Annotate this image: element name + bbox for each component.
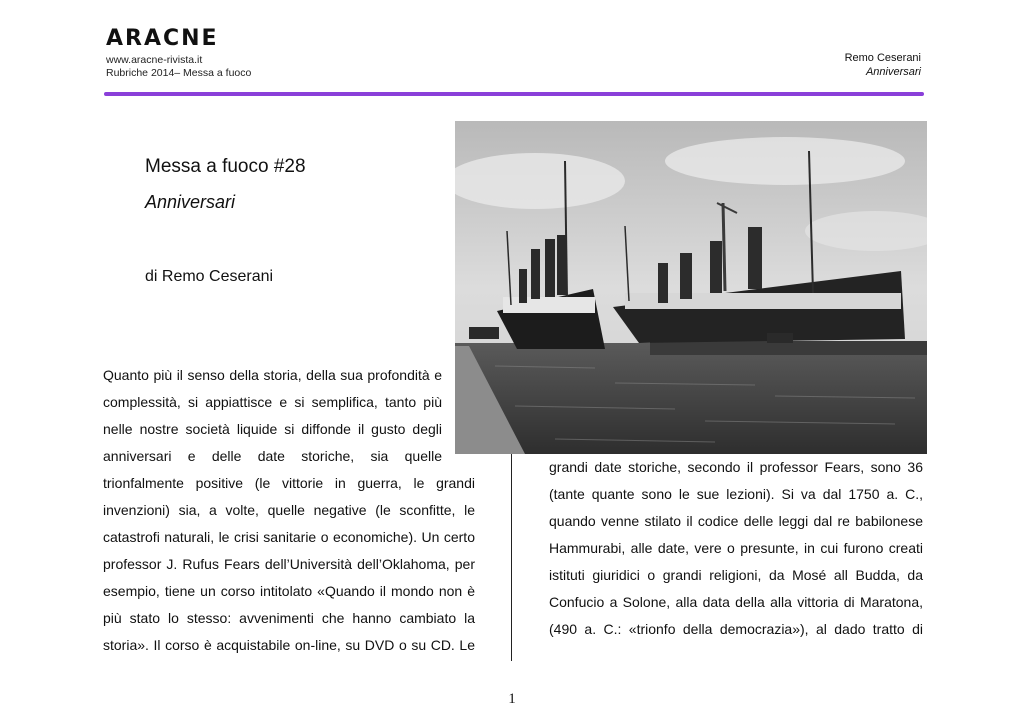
text-line: complessità, si appiattisce e si semplifica, tanto più	[103, 394, 442, 410]
text-line: Quanto più il senso della storia, della sua profondità e	[103, 367, 442, 383]
text-line: (tante quante sono le sue lezioni). Si va dal 1750 a. C.,	[549, 486, 923, 502]
text-line: anniversari e delle date storiche, sia quelle	[103, 448, 442, 464]
header-divider	[104, 92, 924, 96]
article-title: Messa a fuoco #28	[145, 156, 306, 177]
header-topic: Anniversari	[865, 66, 921, 78]
text-line: catastrofi naturali, le crisi sanitarie o economiche). Un certo	[103, 529, 475, 545]
text-line: Confucio a Solone, alla data della alla vittoria di Maratona,	[549, 594, 923, 610]
text-line: (490 a. C.: «trionfo della democrazia»), al dado tratto di	[549, 621, 923, 637]
text-line: grandi date storiche, secondo il professor Fears, sono 36	[549, 459, 923, 475]
text-line: invenzioni) sia, a volte, quelle negative (le sconfitte, le	[103, 502, 475, 518]
body-text-right	[549, 454, 923, 643]
article-subtitle: Anniversari	[145, 192, 236, 212]
text-line: storia». Il corso è acquistabile on-line, su DVD o su CD. Le	[103, 637, 475, 653]
site-url[interactable]: www.aracne-rivista.it	[106, 54, 203, 66]
text-line: professor J. Rufus Fears dell’Università dell’Oklahoma, per	[103, 556, 475, 572]
text-line: istituti giuridici o grandi religioni, da Mosé all Budda, da	[549, 567, 923, 583]
text-line: esempio, tiene un corso intitolato «Quando il mondo non è	[103, 583, 475, 599]
text-line: trionfalmente positive (le vittorie in guerra, le grandi	[103, 475, 475, 491]
header-author: Remo Ceserani	[844, 52, 921, 64]
text-line: Hammurabi, alle date, vere o presunte, in cui furono creati	[549, 540, 923, 556]
ships-photo	[455, 121, 927, 454]
article-byline: di Remo Ceserani	[145, 268, 274, 285]
body-text-left-bottom	[103, 470, 475, 659]
page-number: 1	[508, 691, 516, 707]
column-divider	[511, 454, 512, 661]
rubric-label: Rubriche 2014– Messa a fuoco	[106, 67, 252, 79]
text-line: nelle nostre società liquide si diffonde il gusto degli	[103, 421, 442, 437]
text-line: quando venne stilato il codice delle leggi dal re babilonese	[549, 513, 923, 529]
body-text-left-top	[103, 362, 442, 470]
aracne-logo: ARACNE	[106, 26, 219, 51]
text-line: più stato lo stesso: avvenimenti che hanno cambiato la	[103, 610, 475, 626]
